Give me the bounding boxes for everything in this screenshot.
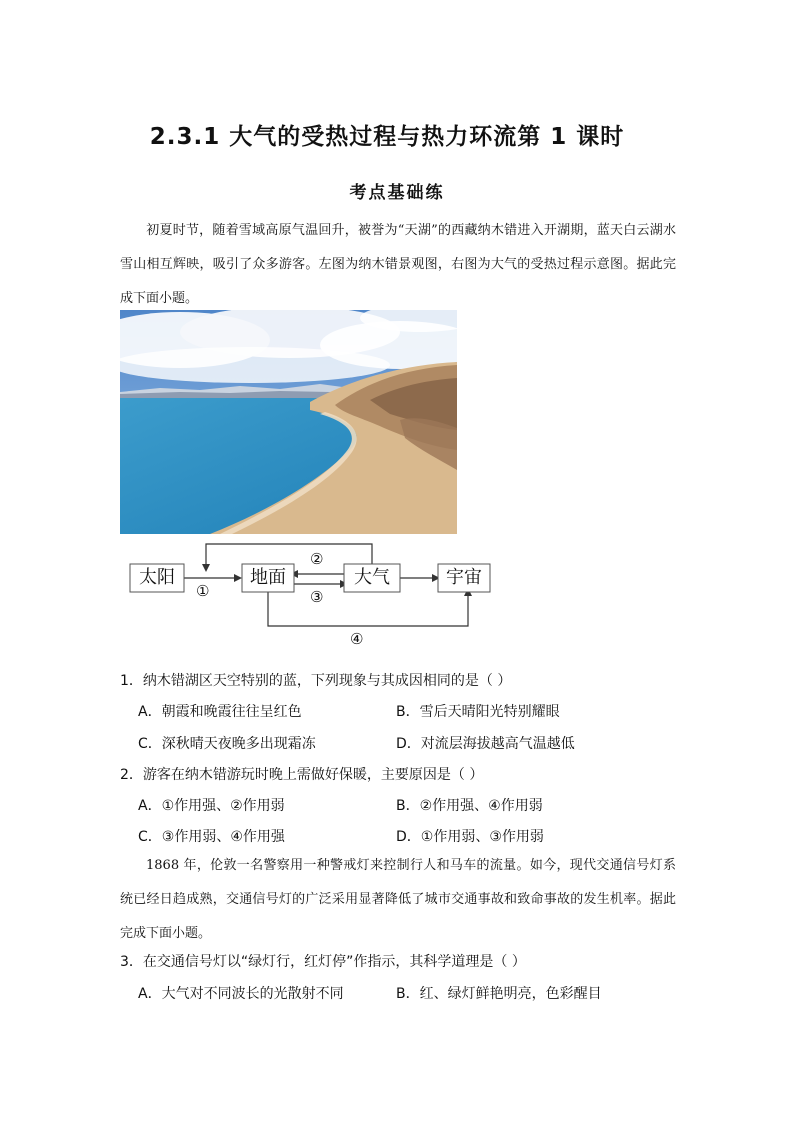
question-2-stem: 2．游客在纳木错游玩时晚上需做好保暖，主要原因是（ ）	[120, 767, 484, 783]
marker-2: ②	[310, 550, 324, 568]
passage-namtso	[120, 214, 676, 316]
question-3-option-a: A．大气对不同波长的光散射不同	[138, 986, 344, 1002]
section-subtitle: 考点基础练	[349, 183, 445, 203]
question-3-option-b: B．红、绿灯鲜艳明亮，色彩醒目	[396, 986, 602, 1002]
passage-traffic-light-text: 1868 年，伦敦一名警察用一种警戒灯来控制行人和马车的流量。如今，现代交通信号灯系统已经日趋成熟，交通信号灯的广泛采用显著降低了城市交通事故和致命事故的发生机率。据此完成下面小题。	[120, 858, 676, 941]
namtso-lake-photo	[120, 310, 457, 534]
box-ground: 地面	[250, 567, 286, 588]
question-2-option-d: D．①作用弱、③作用弱	[396, 829, 544, 845]
question-1-option-d: D．对流层海拔越高气温越低	[396, 736, 575, 752]
box-space: 宇宙	[446, 567, 482, 588]
page-title: 2.3.1 大气的受热过程与热力环流第 1 课时	[149, 124, 625, 150]
marker-3: ③	[310, 588, 324, 606]
question-3-stem: 3．在交通信号灯以“绿灯行，红灯停”作指示，其科学道理是（ ）	[120, 954, 526, 970]
box-atmosphere: 大气	[354, 567, 390, 588]
box-sun: 太阳	[139, 567, 175, 588]
question-1-option-a: A．朝霞和晚霞往往呈红色	[138, 704, 302, 720]
passage-namtso-text: 初夏时节，随着雪域高原气温回升，被誉为“天湖”的西藏纳木错进入开湖期，蓝天白云湖水雪山相互辉映，吸引了众多游客。左图为纳木错景观图，右图为大气的受热过程示意图。据此完成下面小题。	[120, 223, 676, 306]
question-2-option-a: A．①作用强、②作用弱	[138, 798, 285, 814]
heat-process-diagram	[120, 540, 500, 652]
question-1-option-b: B．雪后天晴阳光特别耀眼	[396, 704, 560, 720]
question-1-stem: 1．纳木错湖区天空特别的蓝，下列现象与其成因相同的是（ ）	[120, 673, 512, 689]
marker-1: ①	[196, 582, 210, 600]
question-1-option-c: C．深秋晴天夜晚多出现霜冻	[138, 736, 316, 752]
question-2-option-b: B．②作用强、④作用弱	[396, 798, 543, 814]
passage-traffic-light	[120, 849, 676, 951]
question-2-option-c: C．③作用弱、④作用强	[138, 829, 285, 845]
marker-4: ④	[350, 630, 364, 648]
